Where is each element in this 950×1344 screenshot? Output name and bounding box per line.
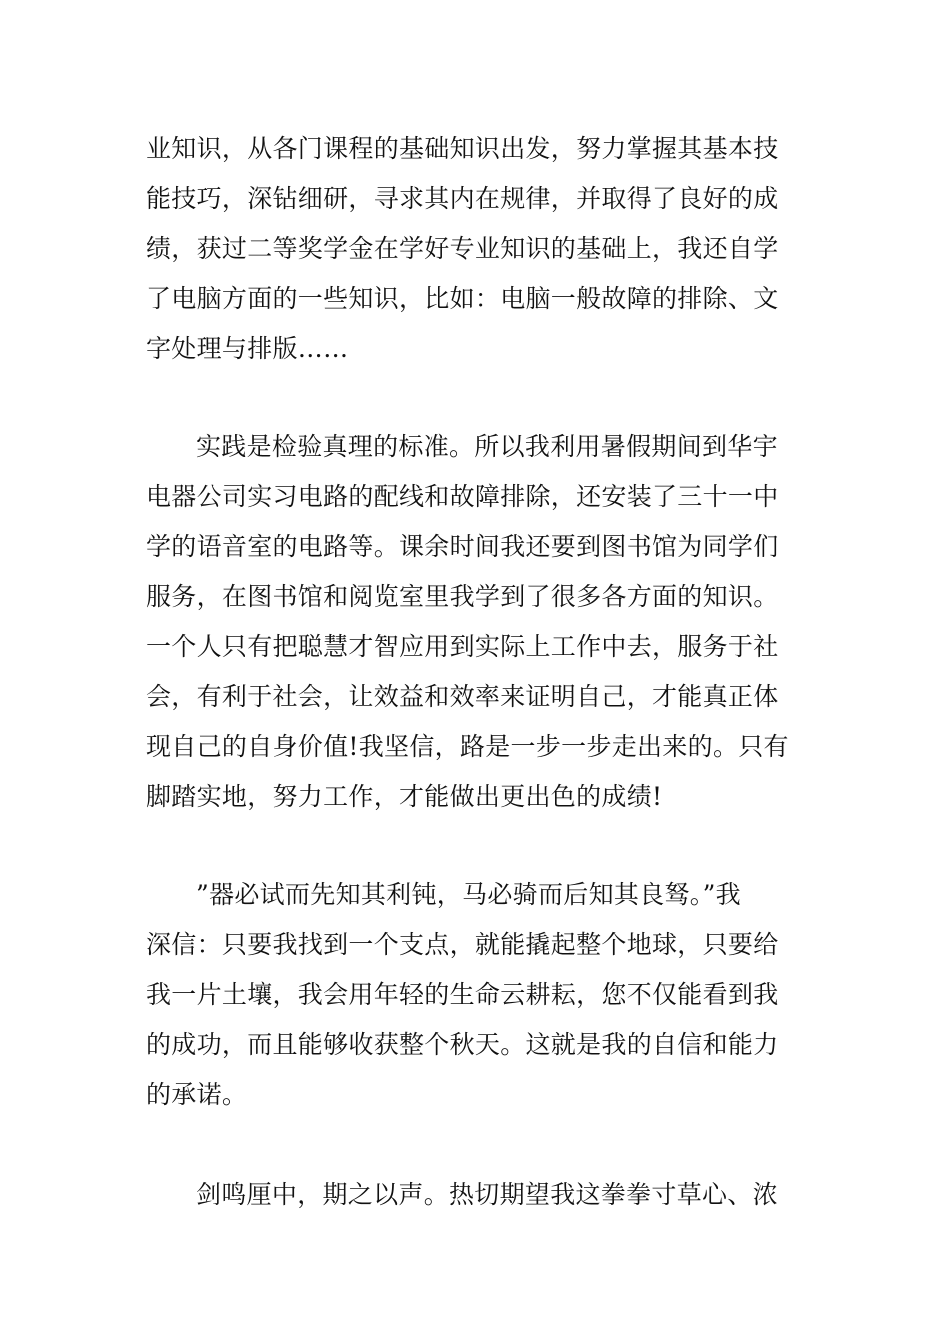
paragraph-1 [146,124,806,374]
paragraph-line: 一个人只有把聪慧才智应用到实际上工作中去，服务于社 [146,632,779,661]
paragraph-2 [146,422,806,822]
paragraph-line: 了电脑方面的一些知识，比如：电脑一般故障的排除、文 [146,284,779,313]
paragraph-line: 能技巧，深钻细研，寻求其内在规律，并取得了良好的成 [146,184,779,213]
paragraph-3 [146,870,806,1120]
paragraph-line: 剑鸣厘中，期之以声。热切期望我这拳拳寸草心、浓 [196,1180,778,1209]
paragraph-line: 实践是检验真理的标准。所以我利用暑假期间到华宇 [196,432,778,461]
paragraph-line: 学的语音室的电路等。课余时间我还要到图书馆为同学们 [146,532,779,561]
paragraph-line: 业知识，从各门课程的基础知识出发，努力掌握其基本技 [146,134,779,163]
paragraph-line: 绩，获过二等奖学金在学好专业知识的基础上，我还自学 [146,234,779,263]
paragraph-line: 字处理与排版…… [146,334,349,363]
paragraph-line: 服务，在图书馆和阅览室里我学到了很多各方面的知识。 [146,582,779,611]
paragraph-line: 电器公司实习电路的配线和故障排除，还安装了三十一中 [146,482,779,511]
paragraph-line: 会，有利于社会，让效益和效率来证明自己，才能真正体 [146,682,779,711]
paragraph-line: 我一片土壤，我会用年轻的生命云耕耘，您不仅能看到我 [146,980,779,1009]
paragraph-line: 的承诺。 [146,1080,248,1109]
paragraph-line: 深信：只要我找到一个支点，就能撬起整个地球，只要给 [146,930,779,959]
paragraph-line: 现自己的自身价值!我坚信，路是一步一步走出来的。只有 [146,732,789,761]
paragraph-4 [146,1170,806,1220]
paragraph-line: 的成功，而且能够收获整个秋天。这就是我的自信和能力 [146,1030,779,1059]
paragraph-line: 脚踏实地，努力工作，才能做出更出色的成绩! [146,782,663,811]
paragraph-line: ”器必试而先知其利钝，马必骑而后知其良驽。”我 [196,880,741,909]
